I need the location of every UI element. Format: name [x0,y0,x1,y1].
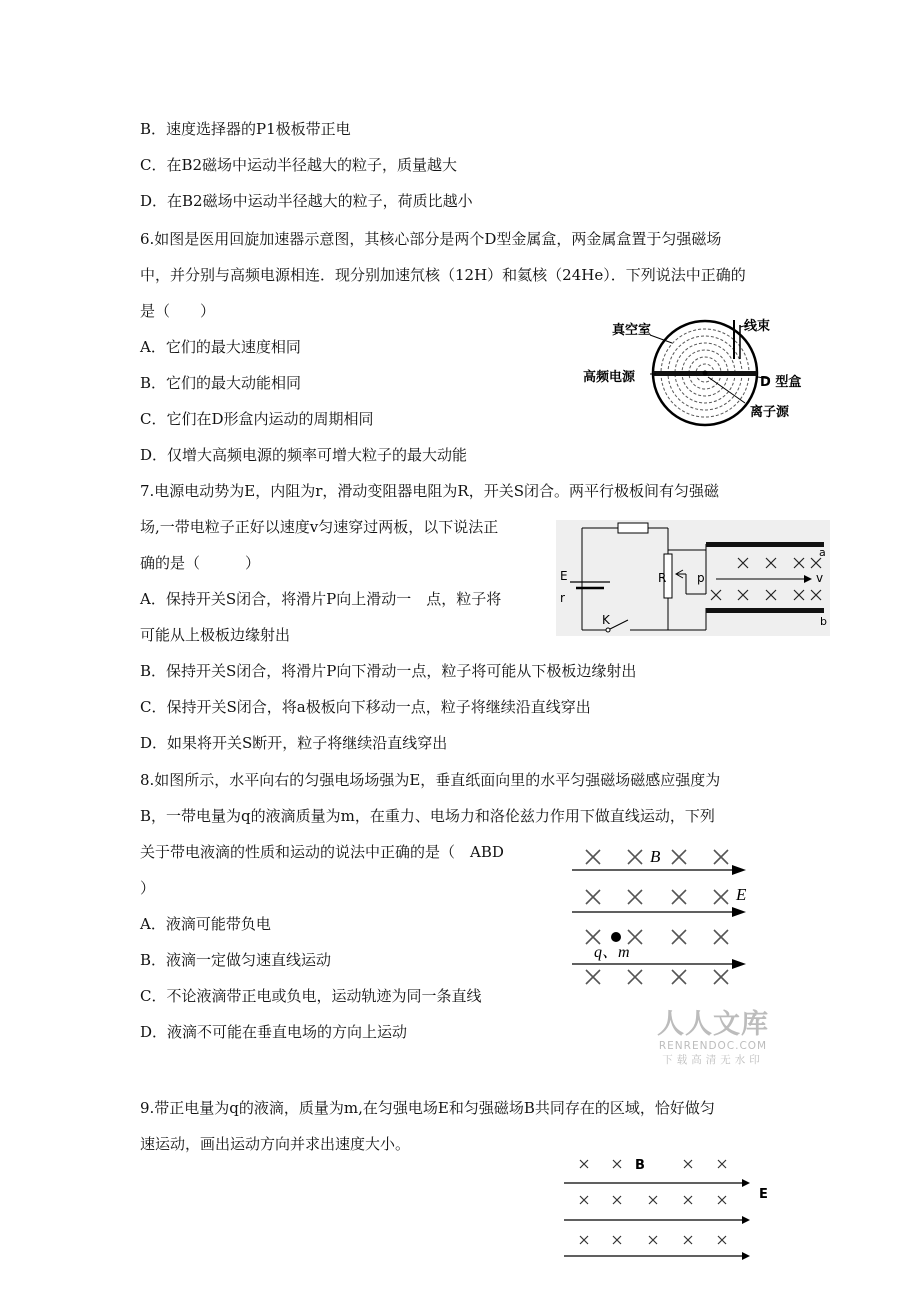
q7-stem-line2: 场,一带电粒子正好以速度v匀速穿过两板，以下说法正 [140,518,499,536]
q7-option-a-line2: 可能从上极板边缘射出 [140,626,291,644]
watermark-logo-text: 人人文库 [657,1009,769,1040]
q7-stem-line3: 确的是（ ） [140,554,261,572]
label-beam: 线束 [744,319,771,334]
q8-stem-line3: 关于带电液滴的性质和运动的说法中正确的是（ ABD [140,843,504,861]
watermark-subtitle: 下载高清无水印 [662,1054,764,1066]
q8-option-c: C．不论液滴带正电或负电，运动轨迹为同一条直线 [140,987,482,1005]
q9-stem-line2: 速运动，画出运动方向并求出速度大小。 [140,1135,411,1153]
label-rheostat-r: R [658,571,667,585]
label-field-e: E [736,885,747,904]
field-figure-q9 [560,1150,780,1262]
q7-stem-line1: 7.电源电动势为E，内阻为r，滑动变阻器电阻为R，开关S闭合。两平行极板间有匀强磁 [140,482,720,500]
q8-option-b: B．液滴一定做匀速直线运动 [140,951,332,969]
label-velocity-v: v [816,571,824,585]
q6-option-c: C．它们在D形盒内运动的周期相同 [140,410,374,428]
label-plate-a: a [819,546,826,559]
q6-stem-line3: 是（ ） [140,302,216,320]
label-internal-r: r [560,591,565,605]
label-field-b: B [650,847,661,866]
q6-stem-line1: 6.如图是医用回旋加速器示意图，其核心部分是两个D型金属盒，两金属盒置于匀强磁场 [140,230,722,248]
cyclotron-figure [580,315,820,430]
label-slider-p: p [697,571,705,585]
q5-option-d: D．在B2磁场中运动半径越大的粒子，荷质比越小 [140,192,473,210]
q8-stem-line1: 8.如图所示，水平向右的匀强电场场强为E，垂直纸面向里的水平匀强磁场磁感应强度为 [140,771,721,789]
label-field-e-q9: E [759,1187,768,1202]
q5-option-b: B．速度选择器的P1极板带正电 [140,120,351,138]
q9-stem-line1: 9.带正电量为q的液滴，质量为m,在匀强电场E和匀强磁场B共同存在的区域，恰好做匀 [140,1099,715,1117]
q8-stem-line4: ） [140,879,156,897]
q7-option-d: D．如果将开关S断开，粒子将继续沿直线穿出 [140,734,448,752]
q6-option-a: A．它们的最大速度相同 [140,338,301,356]
label-d-box: D 型盒 [760,375,802,390]
q6-stem-line2: 中，并分别与高频电源相连．现分别加速氘核（12H）和氦核（24He）．下列说法中正确的 [140,266,746,284]
q6-option-d: D．仅增大高频电源的频率可增大粒子的最大动能 [140,446,468,464]
label-switch-k: K [602,613,610,627]
label-charge-mass: q、m [594,944,630,961]
q7-option-b: B．保持开关S闭合，将滑片P向下滑动一点，粒子将可能从下极板边缘射出 [140,662,637,680]
field-figure-q8 [566,840,766,990]
q8-option-a: A．液滴可能带负电 [140,915,271,933]
q6-option-b: B．它们的最大动能相同 [140,374,302,392]
circuit-figure [556,520,830,636]
q8-stem-line2: B，一带电量为q的液滴质量为m，在重力、电场力和洛伦兹力作用下做直线运动，下列 [140,807,715,825]
label-hf-source: 高频电源 [583,370,636,385]
q7-option-a-line1: A．保持开关S闭合，将滑片P向上滑动一 点，粒子将 [140,590,502,608]
watermark-url: RENRENDOC.COM [658,1040,768,1052]
label-field-b-q9: B [635,1158,645,1173]
q7-option-c: C．保持开关S闭合，将a极板向下移动一点，粒子将继续沿直线穿出 [140,698,591,716]
watermark [648,1010,778,1067]
q8-option-d: D．液滴不可能在垂直电场的方向上运动 [140,1023,408,1041]
label-vacuum: 真空室 [612,323,652,338]
q5-option-c: C．在B2磁场中运动半径越大的粒子，质量越大 [140,156,458,174]
label-emf: E [560,569,568,583]
label-plate-b: b [820,615,827,628]
label-ion-source: 离子源 [750,405,790,420]
